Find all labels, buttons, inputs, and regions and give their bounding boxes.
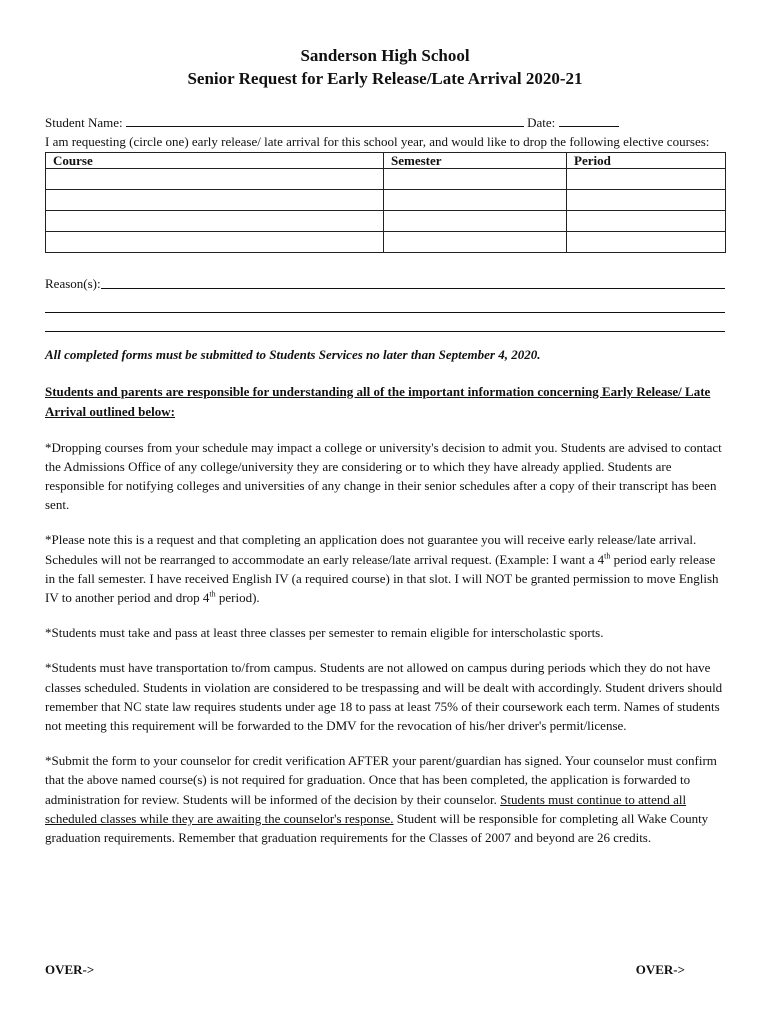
column-header-semester: Semester [384, 153, 567, 169]
courses-table [45, 152, 726, 253]
period-cell[interactable] [567, 169, 726, 190]
table-row [46, 211, 726, 232]
student-name-field[interactable] [126, 114, 524, 127]
column-header-course: Course [46, 153, 384, 169]
paragraph-request-note: *Please note this is a request and that completing an application does not guarantee you will receive early release/late arrival. Schedules will not be rearranged to accommodate an early release/late arrival request. (Example: I want a 4th period early release in the fall semester. I have received English IV (a required course) in that slot. I will NOT be granted permission to move English IV to another period and drop 4th period). [45, 532, 719, 606]
attendance-requirement: Students must continue to attend all scheduled classes while they are awaiting the counselor's response. [45, 791, 687, 826]
reason-label: Reason(s): [45, 276, 101, 292]
course-cell[interactable] [46, 211, 384, 232]
page-footer [45, 962, 685, 978]
semester-cell[interactable] [384, 169, 567, 190]
reason-field-line-1[interactable] [101, 276, 725, 289]
period-cell[interactable] [567, 232, 726, 253]
course-cell[interactable] [46, 169, 384, 190]
period-cell[interactable] [567, 211, 726, 232]
table-row [46, 190, 726, 211]
over-right: OVER-> [635, 962, 685, 977]
school-name: Sanderson High School [300, 46, 470, 65]
period-cell[interactable] [567, 190, 726, 211]
paragraph-transportation: *Students must have transportation to/from campus. Students are not allowed on campus during periods which they do not have classes scheduled. Students in violation are considered to be trespassing and will be dealt with accordingly. Student drivers should remember that NC state law requires students under age 18 to pass at least 75% of their coursework each term. Names of students not meeting this requirement will be forwarded to the DMV for the revocation of his/her driver's permit/license. [45, 660, 723, 734]
paragraph-sports-eligibility: *Students must take and pass at least three classes per semester to remain eligible for interscholastic sports. [45, 625, 604, 641]
semester-cell[interactable] [384, 232, 567, 253]
over-left: OVER-> [45, 962, 95, 977]
course-cell[interactable] [46, 190, 384, 211]
responsibility-heading: Students and parents are responsible for understanding all of the important information concerning Early Release/ Late Arrival outlined below: [45, 383, 711, 419]
paragraph-college-impact: *Dropping courses from your schedule may impact a college or university's decision to admit you. Students are advised to contact the Admissions Office of any college/university they are considering or to which they have already applied. Students are responsible for notifying colleges and universities of any change in their senior schedules after a copy of their transcript has been sent. [45, 439, 722, 513]
course-cell[interactable] [46, 232, 384, 253]
request-text: I am requesting (circle one) early release/ late arrival for this school year, and would like to drop the following elective courses: [45, 134, 710, 150]
student-name-row [45, 113, 725, 132]
table-row [46, 169, 726, 190]
deadline-notice: All completed forms must be submitted to Students Services no later than September 4, 2020. [45, 347, 541, 363]
form-page [45, 0, 725, 847]
reason-row [45, 274, 725, 293]
paragraph-submit-form: *Submit the form to your counselor for credit verification AFTER your parent/guardian has signed. Your counselor must confirm that the above named course(s) is not required for graduation. Once that has been completed, the application is forwarded to administration for review. Students will be informed of the decision by their counselor. Students must continue to attend all scheduled classes while they are awaiting the counselor's response. Student will be responsible for completing all Wake County graduation requirements. Remember that graduation requirements for the Classes of 2007 and beyond are 26 credits. [45, 753, 717, 846]
student-name-label: Student Name: [45, 115, 123, 130]
date-label: Date: [527, 115, 556, 130]
column-header-period: Period [567, 153, 726, 169]
reason-field-line-3[interactable] [45, 319, 725, 332]
date-field[interactable] [559, 114, 619, 127]
reason-field-line-2[interactable] [45, 300, 725, 313]
form-title: Senior Request for Early Release/Late Arrival 2020-21 [187, 69, 583, 88]
table-header-row [46, 153, 726, 169]
semester-cell[interactable] [384, 211, 567, 232]
semester-cell[interactable] [384, 190, 567, 211]
table-row [46, 232, 726, 253]
